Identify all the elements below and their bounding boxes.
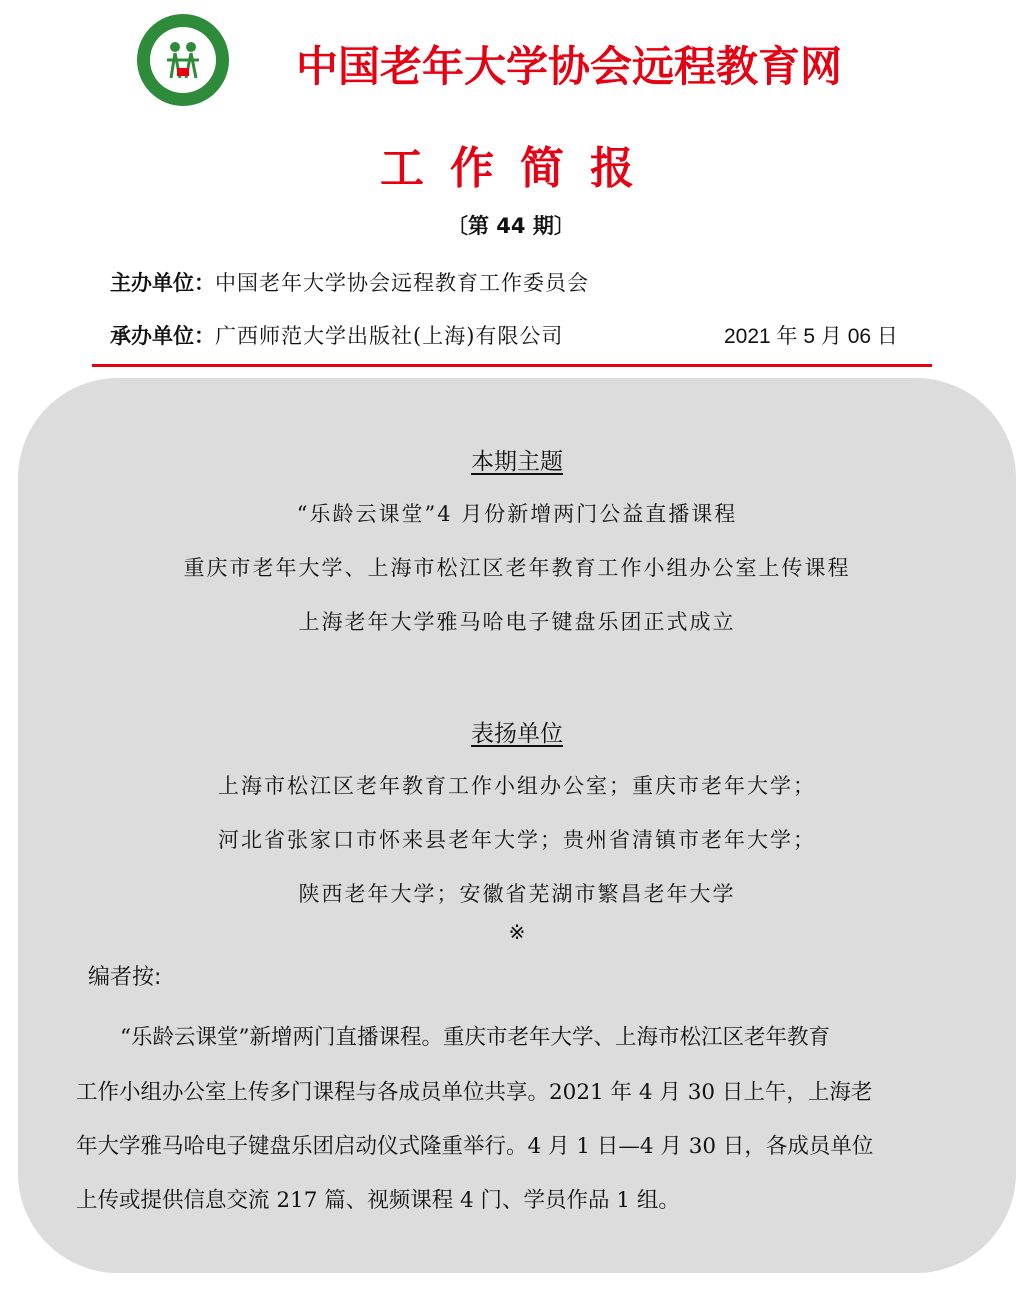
host-label: 承办单位： bbox=[110, 324, 215, 348]
reference-mark: ※ bbox=[508, 920, 526, 944]
logo-emblem-icon bbox=[150, 27, 216, 93]
editor-paragraph-line: “乐龄云课堂”新增两门直播课程。重庆市老年大学、上海市松江区老年教育 bbox=[120, 1025, 830, 1050]
topic-item: 上海老年大学雅马哈电子键盘乐团正式成立 bbox=[298, 610, 736, 634]
commend-line: 河北省张家口市怀来县老年大学；贵州省清镇市老年大学； bbox=[218, 828, 816, 852]
editor-note-label: 编者按: bbox=[88, 965, 162, 990]
issue-date: 2021 年 5 月 06 日 bbox=[724, 325, 898, 348]
organizer-label: 主办单位： bbox=[110, 271, 215, 295]
commend-line: 上海市松江区老年教育工作小组办公室；重庆市老年大学； bbox=[218, 774, 816, 798]
topic-item: 重庆市老年大学、上海市松江区老年教育工作小组办公室上传课程 bbox=[183, 556, 851, 580]
topic-item: “乐龄云课堂”4 月份新增两门公益直播课程 bbox=[296, 502, 738, 526]
topics-heading: 本期主题 bbox=[471, 449, 563, 475]
organizer-row bbox=[110, 267, 589, 297]
editor-paragraph-line: 上传或提供信息交流 217 篇、视频课程 4 门、学员作品 1 组。 bbox=[76, 1188, 680, 1213]
issue-number: 〔第 44 期〕 bbox=[447, 214, 575, 238]
header-divider bbox=[92, 364, 932, 367]
editor-paragraph-line: 年大学雅马哈电子键盘乐团启动仪式隆重举行。4 月 1 日—4 月 30 日，各成员单位 bbox=[76, 1134, 874, 1159]
editor-paragraph-line: 工作小组办公室上传多门课程与各成员单位共享。2021 年 4 月 30 日上午，上海老 bbox=[76, 1080, 873, 1105]
brief-title: 工作简报 bbox=[380, 143, 660, 194]
host-value: 广西师范大学出版社(上海)有限公司 bbox=[215, 324, 564, 348]
commend-heading: 表扬单位 bbox=[471, 721, 563, 747]
org-title: 中国老年大学协会远程教育网 bbox=[296, 42, 843, 91]
association-logo bbox=[137, 14, 229, 106]
organizer-value: 中国老年大学协会远程教育工作委员会 bbox=[215, 271, 589, 295]
commend-line: 陕西老年大学；安徽省芜湖市繁昌老年大学 bbox=[298, 882, 736, 906]
host-row bbox=[110, 320, 563, 350]
